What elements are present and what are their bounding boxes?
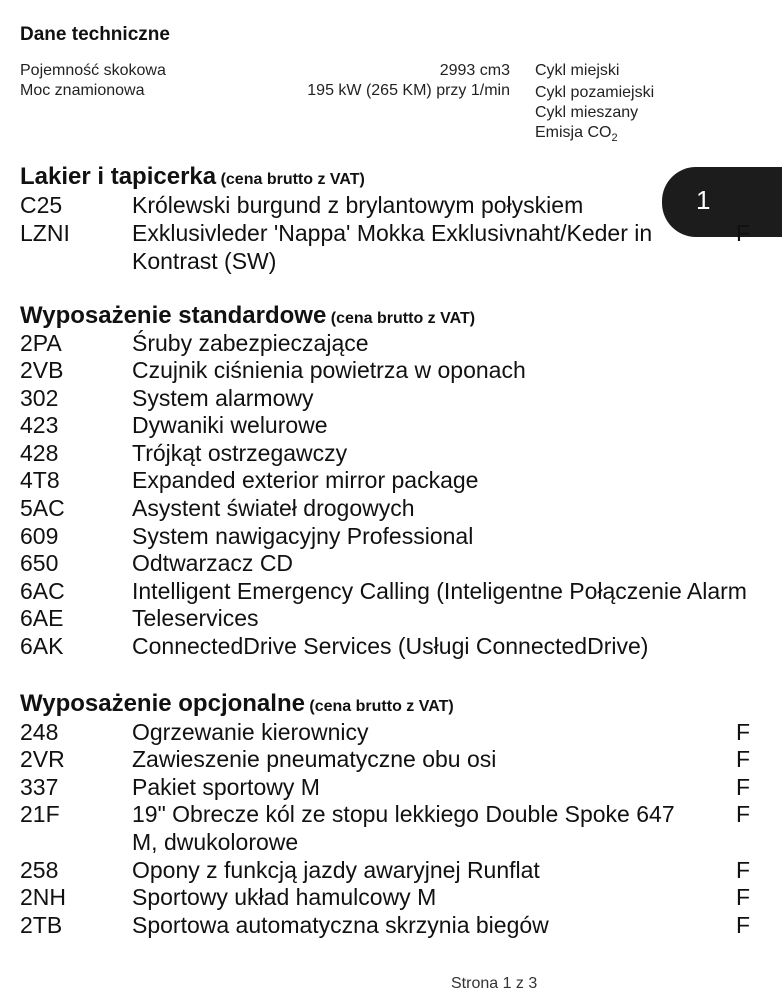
tech-title: Dane techniczne — [20, 24, 170, 45]
item-code: 423 — [20, 412, 59, 438]
item-price: F — [736, 774, 751, 800]
item-code: LZNI — [20, 220, 70, 246]
tech-label-power: Moc znamionowa — [20, 82, 145, 99]
item-price: F — [736, 912, 751, 938]
cycle-extra-urban: Cykl pozamiejski — [535, 84, 655, 101]
page-footer: Strona 1 z 3 — [451, 975, 538, 992]
item-price: F — [736, 220, 751, 246]
item-code: 5AC — [20, 495, 65, 521]
item-desc: ConnectedDrive Services (Usługi ConnectedDrive) — [132, 633, 649, 659]
item-code: 2TB — [20, 912, 63, 938]
item-code: 2PA — [20, 330, 62, 356]
item-desc: Exklusivleder 'Nappa' Mokka Exklusivnaht/Keder in — [132, 220, 653, 246]
paint-note: (cena brutto z VAT) — [220, 171, 365, 188]
item-price: F — [736, 746, 751, 772]
tech-value-displacement: 2993 cm3 — [439, 62, 510, 79]
item-code: C25 — [20, 192, 63, 218]
paint-section-header — [20, 163, 365, 191]
cycle-city: Cykl miejski — [535, 62, 620, 79]
paint-title: Lakier i tapicerka — [20, 163, 217, 190]
item-code: 4T8 — [20, 467, 60, 493]
standard-note: (cena brutto z VAT) — [330, 310, 476, 327]
item-price: F — [736, 719, 751, 745]
page-tab-number: 1 — [696, 185, 711, 215]
item-desc: Ogrzewanie kierownicy — [132, 719, 369, 745]
item-desc: System nawigacyjny Professional — [132, 523, 474, 549]
item-desc: Odtwarzacz CD — [132, 550, 294, 576]
item-desc: Królewski burgund z brylantowym połyskiem — [132, 192, 584, 218]
item-desc: Dywaniki welurowe — [132, 412, 328, 438]
item-desc-continued: M, dwukolorowe — [132, 829, 299, 855]
item-code: 2NH — [20, 884, 67, 910]
item-code: 248 — [20, 719, 59, 745]
item-code: 650 — [20, 550, 59, 576]
item-code: 6AK — [20, 633, 64, 659]
item-desc: Asystent świateł drogowych — [132, 495, 415, 521]
standard-section-header — [20, 302, 475, 330]
page-tab[interactable] — [662, 167, 782, 237]
item-desc-continued: Kontrast (SW) — [132, 248, 277, 274]
item-price: F — [736, 801, 751, 827]
item-code: 21F — [20, 801, 60, 827]
item-code: 2VB — [20, 357, 64, 383]
item-desc: Teleservices — [132, 605, 259, 631]
standard-title: Wyposażenie standardowe — [20, 302, 327, 329]
item-code: 6AE — [20, 605, 64, 631]
item-desc: System alarmowy — [132, 385, 314, 411]
item-code: 6AC — [20, 578, 65, 604]
item-desc: Expanded exterior mirror package — [132, 467, 479, 493]
item-code: 258 — [20, 857, 59, 883]
tech-label-displacement: Pojemność skokowa — [20, 62, 166, 79]
item-code: 609 — [20, 523, 59, 549]
item-desc: Opony z funkcją jazdy awaryjnej Runflat — [132, 857, 540, 883]
item-code: 2VR — [20, 746, 65, 772]
item-code: 337 — [20, 774, 59, 800]
item-desc: Sportowa automatyczna skrzynia biegów — [132, 912, 549, 938]
optional-title: Wyposażenie opcjonalne — [20, 690, 305, 717]
item-desc: Pakiet sportowy M — [132, 774, 320, 800]
emission-label: Emisja $CO_2$ — [535, 124, 618, 145]
cycle-combined: Cykl mieszany — [535, 104, 639, 121]
item-desc: Czujnik ciśnienia powietrza w oponach — [132, 357, 526, 383]
item-desc: Sportowy układ hamulcowy M — [132, 884, 437, 910]
item-desc: Zawieszenie pneumatyczne obu osi — [132, 746, 497, 772]
optional-section-header — [20, 690, 454, 718]
item-desc: Trójkąt ostrzegawczy — [132, 440, 348, 466]
item-desc: Intelligent Emergency Calling (Inteligentne Połączenie Alarm — [132, 578, 747, 604]
item-desc: Śruby zabezpieczające — [132, 330, 369, 356]
tech-value-power: 195 kW (265 KM) przy 1/min — [307, 82, 510, 99]
item-code: 302 — [20, 385, 59, 411]
item-desc: 19" Obrecze kól ze stopu lekkiego Double Spoke 647 — [132, 801, 675, 827]
item-price: F — [736, 884, 751, 910]
item-code: 428 — [20, 440, 59, 466]
item-price: F — [736, 857, 751, 883]
optional-note: (cena brutto z VAT) — [309, 698, 454, 715]
